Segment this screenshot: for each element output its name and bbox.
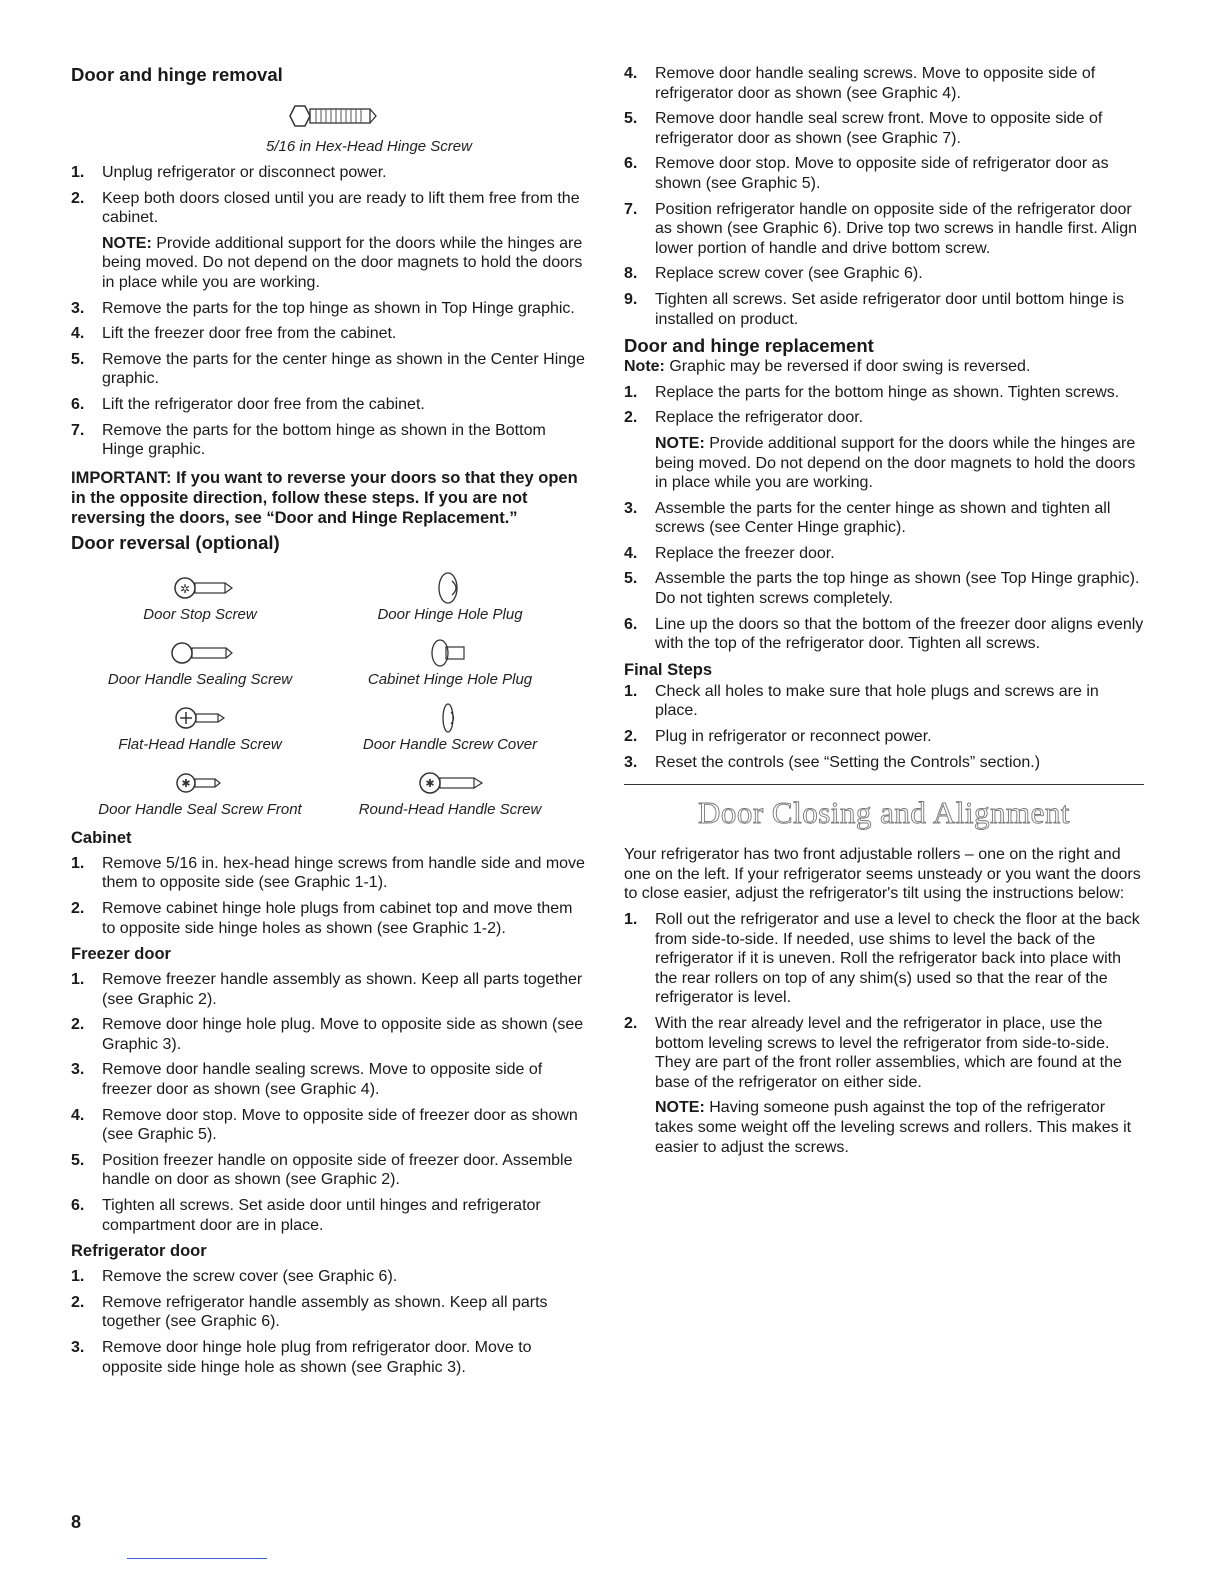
list-item: 4. Lift the freezer door free from the cabinet.: [71, 325, 397, 343]
list-item: 2. Remove cabinet hinge hole plugs from cabinet top and move them to opposite side hinge holes as shown (see Graphic 1-2).: [71, 899, 573, 937]
list-item: 2. Replace the refrigerator door. NOTE: Provide additional support for the doors while the hinges are being moved. Do not depend on the door magnets to hold the doors in place while you are working.: [624, 408, 1144, 492]
list-item: 2. Remove refrigerator handle assembly as shown. Keep all parts together (see Graphic 6).: [71, 1293, 548, 1331]
list-item: 3. Remove door hinge hole plug from refrigerator door. Move to opposite side hinge hole as shown (see Graphic 3).: [71, 1339, 532, 1376]
replacement-steps: [624, 383, 1144, 654]
list-item: 3. Remove the parts for the top hinge as shown in Top Hinge graphic.: [71, 299, 575, 317]
section-divider: [624, 784, 1144, 785]
part-door-handle-seal-screw-front: [75, 765, 325, 818]
door-hinge-hole-plug-icon: [400, 566, 500, 606]
list-item: 1. Check all holes to make sure that hole plugs and screws are in place.: [624, 682, 1099, 720]
part-door-hinge-hole-plug: [325, 566, 575, 623]
refrigerator-steps-continued: [624, 64, 1144, 329]
list-item: 1. Replace the parts for the bottom hinge as shown. Tighten screws.: [624, 383, 1120, 401]
list-item: 2. Plug in refrigerator or reconnect power.: [624, 728, 932, 746]
list-item: 1. Remove 5/16 in. hex-head hinge screws from handle side and move them to opposite side (see Graphic 1-1).: [71, 854, 585, 892]
door-stop-screw-icon: [150, 566, 250, 606]
important-notice: IMPORTANT: If you want to reverse your doors so that they open in the opposite direction, follow these steps. If you are not reversing the doors, see “Door and Hinge Replacement.”: [71, 468, 578, 527]
subsection-title-freezer-door: Freezer door: [71, 945, 171, 964]
part-caption: Door Handle Sealing Screw: [107, 670, 293, 688]
svg-text:✲: ✲: [179, 581, 191, 596]
part-door-stop-screw: [75, 566, 325, 623]
list-item: 3. Remove door handle sealing screws. Move to opposite side of freezer door as shown (see Graphic 4).: [71, 1061, 543, 1099]
list-item: 1. Remove freezer handle assembly as shown. Keep all parts together (see Graphic 2).: [71, 971, 583, 1008]
final-steps: [624, 682, 1144, 772]
list-item: 6. Remove door stop. Move to opposite side of refrigerator door as shown (see Graphic 5).: [624, 155, 1109, 192]
list-item: 6. Tighten all screws. Set aside door until hinges and refrigerator compartment door are in place.: [71, 1197, 541, 1234]
part-cabinet-hinge-hole-plug: [325, 635, 575, 688]
part-caption: Round-Head Handle Screw: [358, 800, 542, 818]
subsection-title-refrigerator-door: Refrigerator door: [71, 1242, 207, 1261]
part-door-handle-sealing-screw: [75, 635, 325, 688]
list-item: 9. Tighten all screws. Set aside refrigerator door until bottom hinge is installed on product.: [624, 290, 1124, 328]
list-item: 2. Remove door hinge hole plug. Move to opposite side as shown (see Graphic 3).: [71, 1016, 584, 1053]
list-item: 8. Replace screw cover (see Graphic 6).: [624, 265, 923, 283]
part-caption: Door Handle Screw Cover: [362, 735, 538, 753]
list-item: 7. Remove the parts for the bottom hinge as shown in the Bottom Hinge graphic.: [71, 421, 546, 459]
list-item: 1. Roll out the refrigerator and use a level to check the floor at the back from side-to-side. If needed, use shims to level the back of the refrigerator if it is uneven. Roll the refrigerator back into place with the rear rollers on top of any shim(s) used so that the rear of the refrigerator is level.: [624, 911, 1140, 1007]
part-flat-head-handle-screw: [75, 700, 325, 753]
note-support: NOTE: Provide additional support for the doors while the hinges are being moved. Do not depend on the door magnets to hold the doors in place while you are working.: [102, 234, 583, 291]
list-item: 5. Position freezer handle on opposite side of freezer door. Assemble handle on door as shown (see Graphic 2).: [71, 1151, 573, 1189]
hex-screw-caption: 5/16 in Hex-Head Hinge Screw: [266, 138, 472, 155]
list-item: 5. Assemble the parts the top hinge as shown (see Top Hinge graphic). Do not tighten screws completely.: [624, 570, 1140, 608]
list-item: 6. Line up the doors so that the bottom of the freezer door aligns evenly with the top of the refrigerator door. Tighten all screws.: [624, 615, 1144, 653]
subsection-title-cabinet: Cabinet: [71, 828, 132, 847]
part-round-head-handle-screw: [325, 765, 575, 818]
part-door-handle-screw-cover: [325, 700, 575, 753]
part-caption: Flat-Head Handle Screw: [118, 735, 282, 753]
footer-rule: [127, 1558, 267, 1559]
list-item: 1. Remove the screw cover (see Graphic 6).: [71, 1268, 398, 1286]
freezer-steps: [71, 970, 587, 1235]
section-title-door-hinge-replacement: Door and hinge replacement: [624, 335, 874, 357]
list-item: 1. Unplug refrigerator or disconnect power.: [71, 164, 387, 181]
alignment-steps: [624, 910, 1144, 1157]
list-item: 2. With the rear already level and the refrigerator in place, use the bottom leveling screws to level the refrigerator from side-to-side. They are part of the front roller assemblies, which are found at the base of the refrigerator on either side. NOTE: Having someone push against the top of the refrigerator takes some weight off the leveling screws and rollers. This makes it easier to adjust the screws.: [624, 1014, 1144, 1157]
hex-head-screw-icon: [286, 100, 386, 132]
cabinet-steps: [71, 854, 587, 938]
list-item: 5. Remove the parts for the center hinge as shown in the Center Hinge graphic.: [71, 350, 585, 388]
right-column: [624, 64, 1144, 1157]
list-item: 4. Remove door handle sealing screws. Move to opposite side of refrigerator door as shown (see Graphic 4).: [624, 65, 1096, 102]
note-leveling: NOTE: Having someone push against the top of the refrigerator takes some weight off the leveling screws and rollers. This makes it easier to adjust the screws.: [655, 1099, 1132, 1156]
part-caption: Cabinet Hinge Hole Plug: [367, 670, 533, 688]
door-handle-seal-screw-front-icon: [150, 765, 250, 801]
svg-text:✱: ✱: [425, 777, 435, 790]
subsection-title-final-steps: Final Steps: [624, 660, 713, 679]
refrigerator-steps: [71, 1267, 587, 1377]
section-title-door-closing-alignment: Door Closing and Alignment: [697, 795, 1071, 831]
alignment-intro: Your refrigerator has two front adjustable rollers – one on the right and one on the left. If your refrigerator seems unsteady or you want the doors to close easier, adjust the refrigerator's tilt using the instructions below:: [624, 846, 1141, 903]
part-caption: Door Handle Seal Screw Front: [98, 800, 302, 818]
list-item: 3. Reset the controls (see “Setting the Controls” section.): [624, 753, 1041, 771]
flat-head-handle-screw-icon: [150, 700, 250, 736]
part-caption: Door Hinge Hole Plug: [377, 605, 523, 623]
list-item: 7. Position refrigerator handle on opposite side of the refrigerator door as shown (see Graphic 6). Drive top two screws in handle first. Align lower portion of handle and drive bottom screw.: [624, 200, 1137, 257]
page-number: 8: [71, 1512, 82, 1532]
part-caption: Door Stop Screw: [143, 605, 257, 623]
section-title-door-hinge-removal: Door and hinge removal: [71, 64, 283, 85]
list-item: 2. Keep both doors closed until you are ready to lift them free from the cabinet. NOTE: Provide additional support for the doors while the hinges are being moved. Do not depend on the door magnets to hold the doors in place while you are working.: [71, 189, 587, 293]
list-item: 4. Remove door stop. Move to opposite side of freezer door as shown (see Graphic 5).: [71, 1106, 578, 1144]
note-support: NOTE: Provide additional support for the doors while the hinges are being moved. Do not depend on the door magnets to hold the doors in place while you are working.: [655, 434, 1136, 492]
list-item: 3. Assemble the parts for the center hinge as shown and tighten all screws (see Center Hinge graphic).: [624, 499, 1111, 537]
round-head-handle-screw-icon: [400, 765, 500, 801]
cabinet-hinge-hole-plug-icon: [400, 635, 500, 671]
list-item: 5. Remove door handle seal screw front. Move to opposite side of refrigerator door as shown (see Graphic 7).: [624, 110, 1103, 147]
hex-screw-figure: [71, 100, 587, 155]
left-column: [71, 64, 587, 1377]
svg-text:✱: ✱: [181, 777, 191, 790]
door-handle-sealing-screw-icon: [150, 635, 250, 671]
replacement-note: Note: Graphic may be reversed if door swing is reversed.: [624, 358, 1031, 376]
list-item: 4. Replace the freezer door.: [624, 544, 835, 562]
section-title-door-reversal: Door reversal (optional): [71, 531, 280, 553]
parts-grid: [75, 566, 575, 818]
removal-steps: [71, 163, 587, 460]
list-item: 6. Lift the refrigerator door free from the cabinet.: [71, 395, 425, 413]
door-handle-screw-cover-icon: [400, 700, 500, 736]
